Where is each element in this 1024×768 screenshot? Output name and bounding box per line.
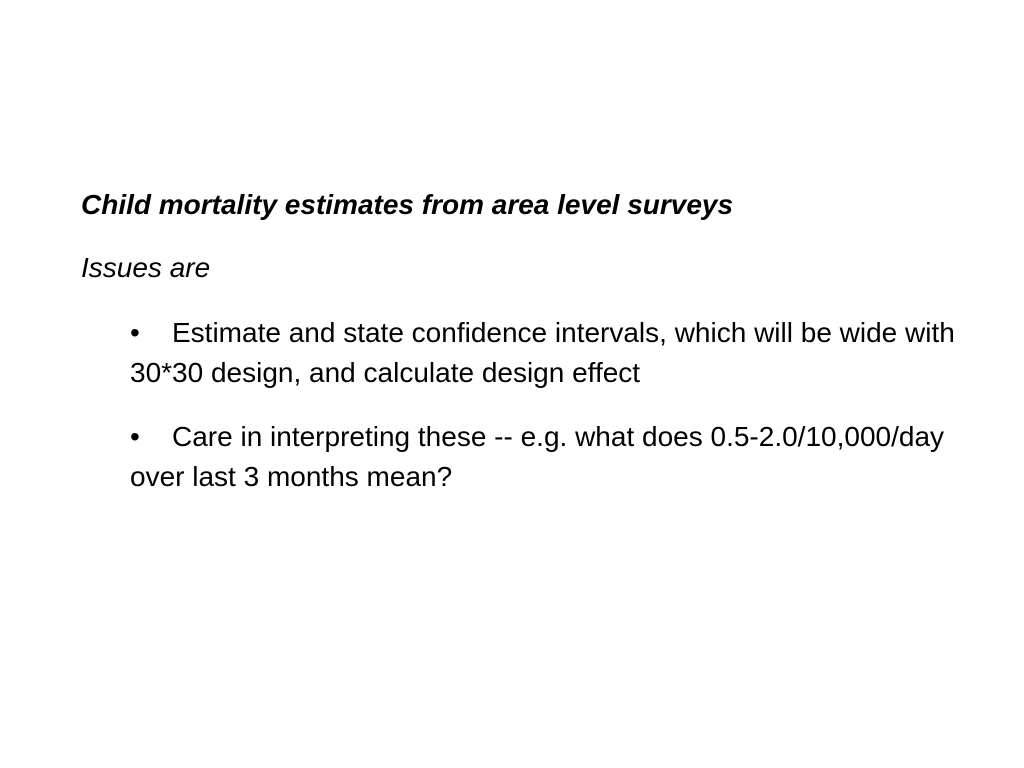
bullet-marker: • xyxy=(130,421,140,452)
bullet-item xyxy=(130,417,970,497)
bullet-list xyxy=(130,313,970,521)
bullet-text: Care in interpreting these -- e.g. what does 0.5-2.0/10,000/day over last 3 months mean? xyxy=(130,421,945,492)
slide-subtitle: Issues are xyxy=(81,252,211,283)
bullet-item xyxy=(130,313,970,393)
slide-title: Child mortality estimates from area level surveys xyxy=(81,189,734,220)
bullet-marker: • xyxy=(130,317,140,348)
bullet-text: Estimate and state confidence intervals, which will be wide with 30*30 design, and calculate design effect xyxy=(130,317,955,388)
